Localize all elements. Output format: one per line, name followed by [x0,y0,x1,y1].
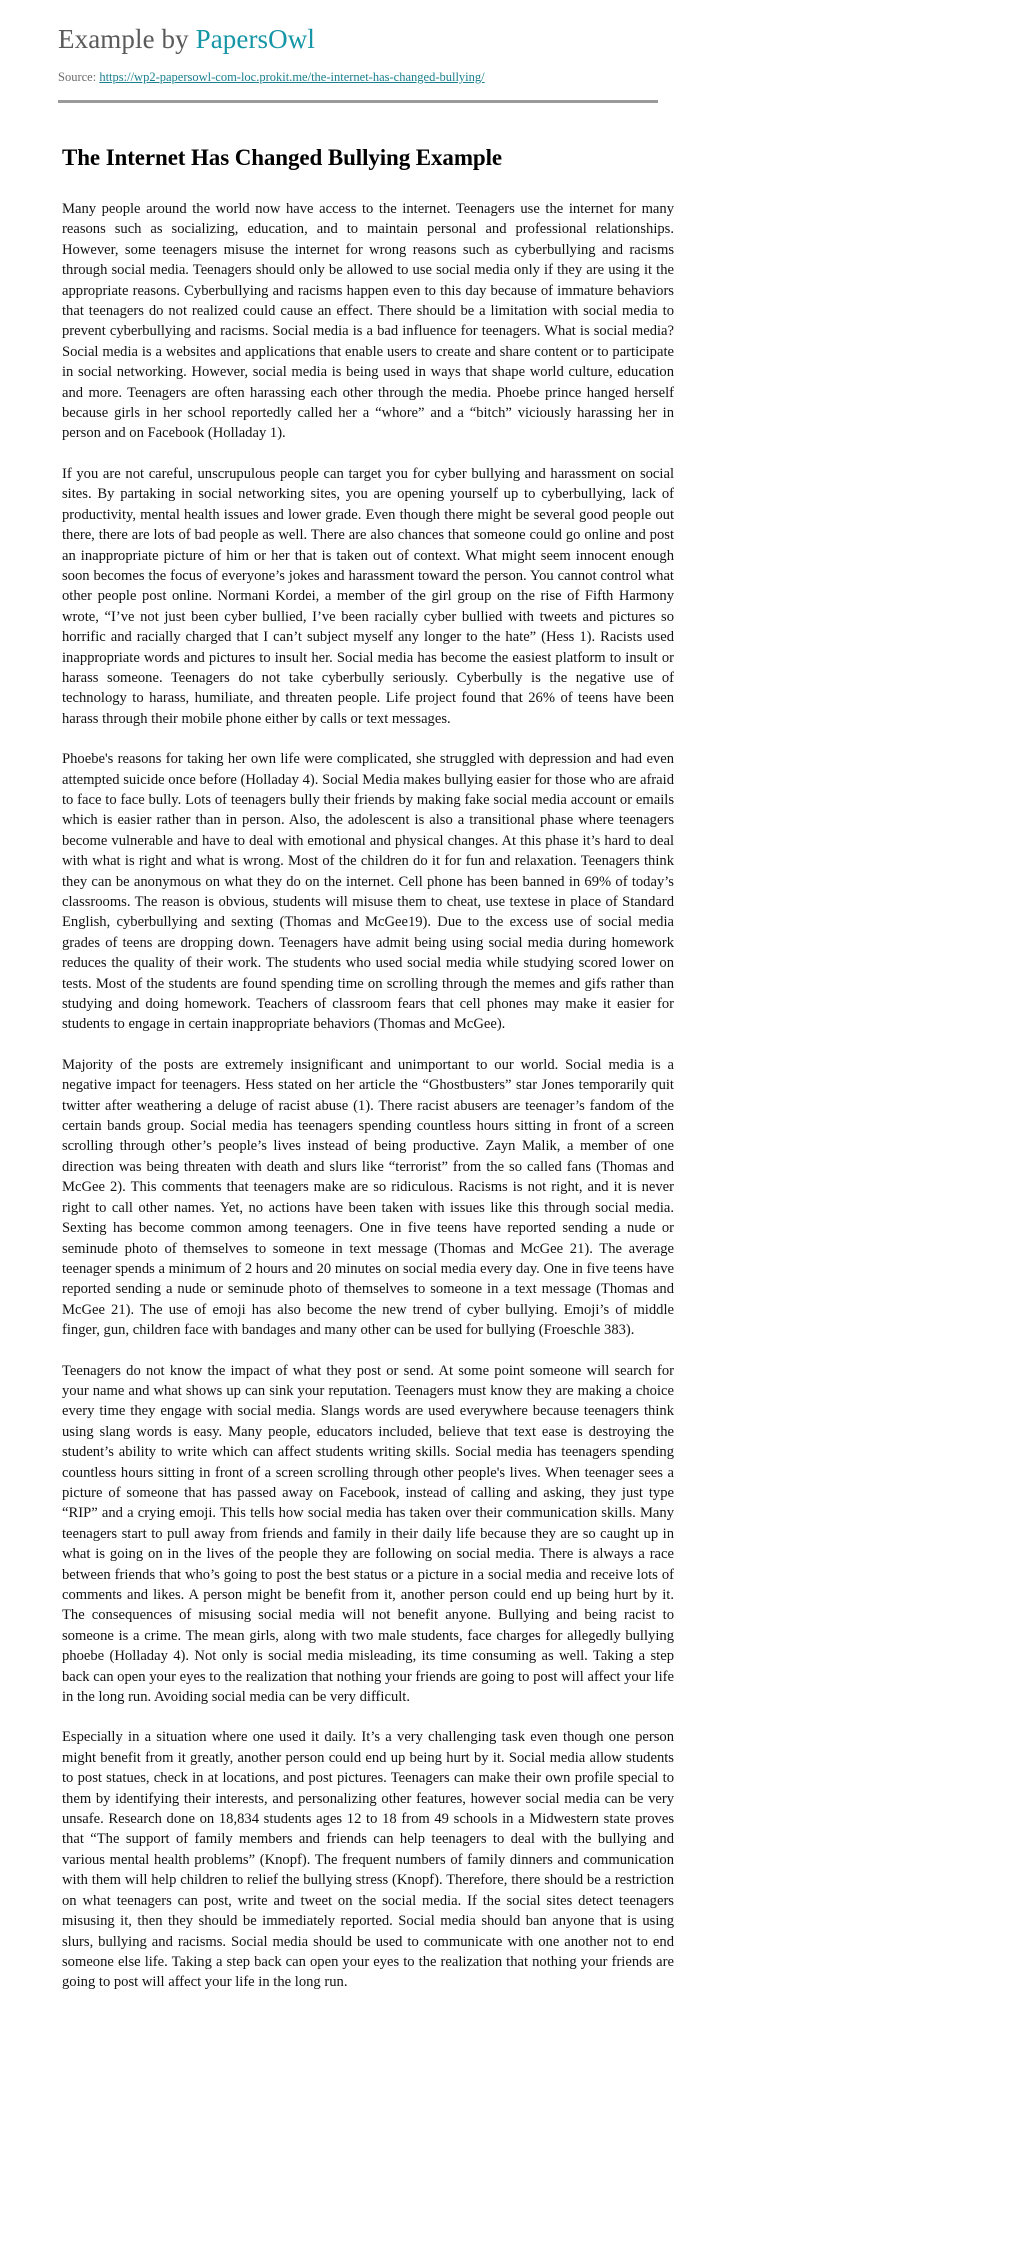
brand-name-text: PapersOwl [195,24,315,54]
paragraph: Majority of the posts are extremely insignificant and unimportant to our world. Social media is a negative impact for teenagers. Hess stated on her article the “Ghostbusters” star Jones temporarily quit twitter after weathering a deluge of racist abuse (1). There racist abusers are teenager’s fandom of the certain bands group. Social media has teenagers spending countless hours sitting in front of a screen scrolling through other’s people’s lives instead of being productive. Zayn Malik, a member of one direction was being threaten with death and slurs like “terrorist” from the so called fans (Thomas and McGee 2). This comments that teenagers make are so ridiculous. Racisms is not right, and it is never right to call other names. Yet, no actions have been taken with issues like this through social media. Sexting has become common among teenagers. One in five teens have reported sending a nude or seminude photo of themselves to someone in text message (Thomas and McGee 21). The average teenager spends a minimum of 2 hours and 20 minutes on social media every day. One in five teens have reported sending a nude or seminude photo of themselves to someone in a text message (Thomas and McGee 21). The use of emoji has also become the new trend of cyber bullying. Emoji’s of middle finger, gun, children face with bandages and many other can be used for bullying (Froeschle 383). [62,1056,674,1339]
paragraph: If you are not careful, unscrupulous people can target you for cyber bullying and harassment on social sites. By partaking in social networking sites, you are opening yourself up to cyberbullying, lack of productivity, mental health issues and lower grade. Even though there might be several good people out there, there are lots of bad people as well. There are also chances that someone could go online and post an inappropriate picture of him or her that is taken out of context. What might seem innocent enough soon becomes the focus of everyone’s jokes and harassment toward the person. You cannot control what other people post online. Normani Kordei, a member of the girl group on the rise of Fifth Harmony wrote, “I’ve not just been cyber bullied, I’ve been racially cyber bullied with tweets and pictures so horrific and racially charged that I can’t subject myself any longer to the hate” (Hess 1). Racists used inappropriate words and pictures to insult her. Social media has become the easiest platform to insult or harass someone. Teenagers do not take cyberbully seriously. Cyberbully is the negative use of technology to harass, humiliate, and threaten people. Life project found that 26% of teens have been harass through their mobile phone either by calls or text messages. [62,465,674,727]
source-label: Source: [58,70,100,84]
brand-heading [0,0,1024,56]
page-header [0,0,1024,103]
source-line [0,56,1024,86]
paragraph: Teenagers do not know the impact of what they post or send. At some point someone will search for your name and what shows up can sink your reputation. Teenagers must know they are making a choice every time they engage with social media. Slangs words are used everywhere because teenagers think using slang words is easy. Many people, educators included, believe that text ease is destroying the student’s ability to write which can affect students writing skills. Social media has teenagers spending countless hours sitting in front of a screen scrolling through other people's lives. When teenager sees a picture of someone that has passed away on Facebook, instead of calling and asking, they just type “RIP” and a crying emoji. This tells how social media has taken over their communication skills. Many teenagers start to pull away from friends and family in their daily life because they are so caught up in what is going on in the lives of the people they are following on social media. There is always a race between friends that who’s going to post the best status or a picture in a social media and receive lots of comments and likes. A person might be benefit from it, another person could end up being hurt by it. The consequences of misusing social media will not benefit anyone. Bullying and being racist to someone is a crime. The mean girls, along with two male students, face charges for allegedly bullying phoebe (Holladay 4). Not only is social media misleading, its time consuming as well. Taking a step back can open your eyes to the realization that nothing your friends are going to post will affect your life in the long run. Avoiding social media can be very difficult. [62,1362,674,1706]
paragraph: Many people around the world now have access to the internet. Teenagers use the internet for many reasons such as socializing, education, and to maintain personal and professional relationships. However, some teenagers misuse the internet for wrong reasons such as cyberbullying and racisms through social media. Teenagers should only be allowed to use social media only if they are using it the appropriate reasons. Cyberbullying and racisms happen even to this day because of immature behaviors that teenagers do not realized could cause an effect. There should be a limitation with social media to prevent cyberbullying and racisms. Social media is a bad influence for teenagers. What is social media? Social media is a websites and applications that enable users to create and share content or to participate in social networking. However, social media is being used in ways that shape world culture, education and more. Teenagers are often harassing each other through the media. Phoebe prince hanged herself because girls in her school reportedly called her a “whore” and a “bitch” viciously harassing her in person and on Facebook (Holladay 1). [62,201,674,442]
paragraph: Phoebe's reasons for taking her own life were complicated, she struggled with depression and had even attempted suicide once before (Holladay 4). Social Media makes bullying easier for those who are afraid to face to face bully. Lots of teenagers bully their friends by making fake social media account or emails which is easier rather than in person. Also, the adolescent is also a transitional phase where teenagers become vulnerable and have to deal with emotional and physical changes. At this phase it’s hard to deal with what is right and what is wrong. Most of the children do it for fun and relaxation. Teenagers think they can be anonymous on what they do on the internet. Cell phone has been banned in 69% of today’s classrooms. The reason is obvious, students will misuse them to cheat, use textese in place of Standard English, cyberbullying and sexting (Thomas and McGee19). Due to the excess use of social media grades of teens are dropping down. Teenagers have admit being using social media during homework reduces the quality of their work. The students who used social media while studying scored lower on tests. Most of the students are found spending time on scrolling through the memes and gifs rather than studying and doing homework. Teachers of classroom fears that cell phones may make it easier for students to engage in certain inappropriate behaviors (Thomas and McGee). [62,751,674,1033]
page-title: The Internet Has Changed Bullying Example [62,145,502,170]
paragraph: Especially in a situation where one used it daily. It’s a very challenging task even though one person might benefit from it greatly, another person could end up being hurt by it. Social media allow students to post statues, check in at locations, and post pictures. Teenagers can make their own profile special to them by identifying their interests, and personalizing other features, however social media can be very unsafe. Research done on 18,834 students ages 12 to 18 from 49 schools in a Midwestern state proves that “The support of family members and friends can help teenagers to deal with the bullying and various mental health problems” (Knopf). The frequent numbers of family dinners and communication with them will help children to relief the bullying stress (Knopf). Therefore, there should be a restriction on what teenagers can post, write and tweet on the social media. If the social sites detect teenagers misusing it, then they should be immediately reported. Social media should ban anyone that is using slurs, bullying and racisms. Social media should be used to communicate with one another not to end someone else life. Taking a step back can open your eyes to the realization that nothing your friends are going to post will affect your life in the long run. [62,1729,674,1991]
source-url-link[interactable]: https://wp2-papersowl-com-loc.prokit.me/the-internet-has-changed-bullying/ [99,70,485,84]
essay-article [0,103,1024,1993]
brand-prefix-text: Example by [58,24,196,54]
essay-body [0,199,674,1993]
